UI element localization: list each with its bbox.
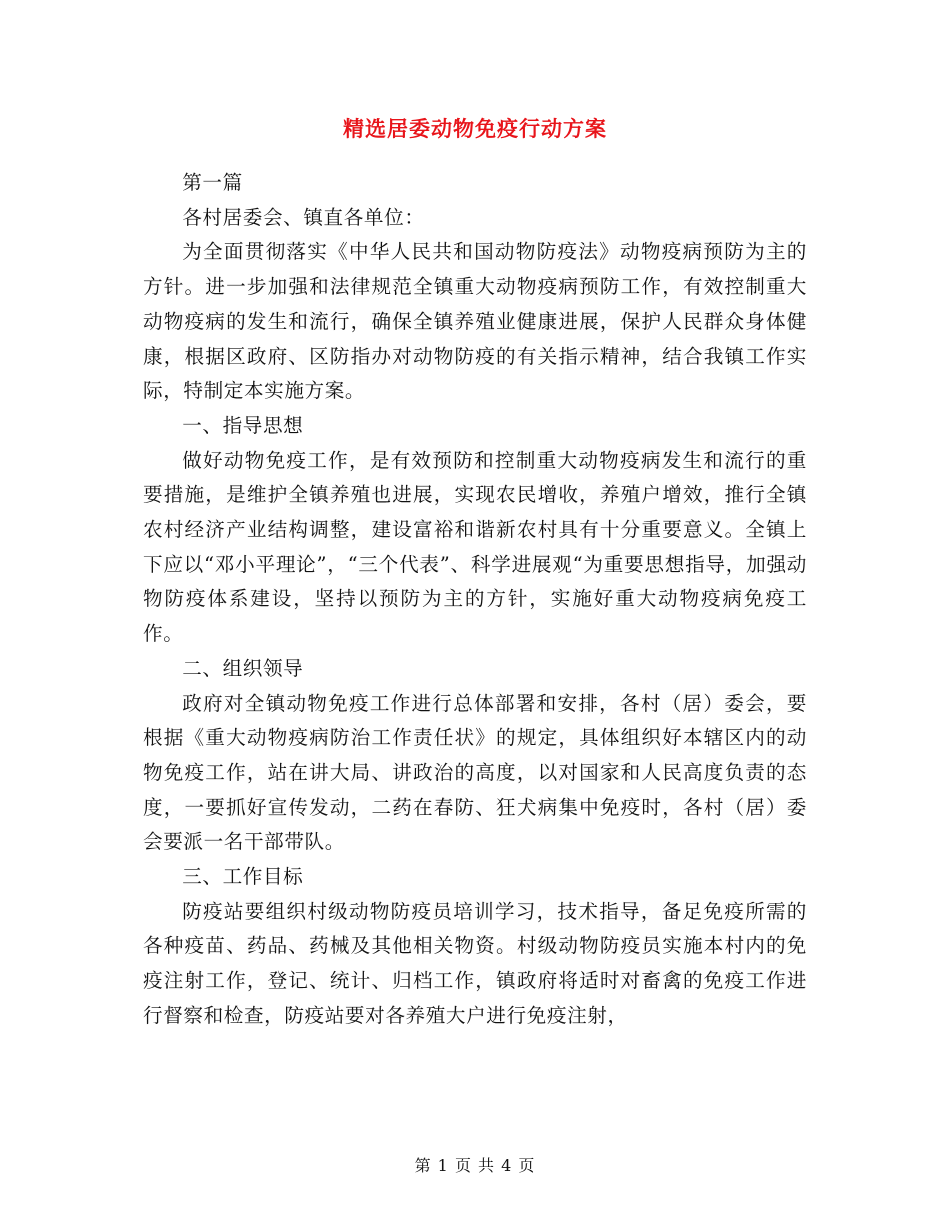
salutation: 各村居委会、镇直各单位：	[182, 205, 425, 229]
heading-organization: 二、组织领导	[182, 656, 304, 680]
heading-guiding-thought: 一、指导思想	[182, 413, 304, 437]
page-number-footer: 第 1 页 共 4 页	[414, 1156, 536, 1175]
work-goals-paragraph: 防疫站要组织村级动物防疫员培训学习，技术指导，备足免疫所需的各种疫苗、药品、药械及其他相关物资。村级动物防疫员实施本村内的免疫注射工作，登记、统计、归档工作，镇政府将适时对畜禽的免疫工作进行督察和检查，防疫站要对各养殖大户进行免疫注射，	[143, 899, 807, 1027]
intro-paragraph: 为全面贯彻落实《中华人民共和国动物防疫法》动物疫病预防为主的方针。进一步加强和法律规范全镇重大动物疫病预防工作，有效控制重大动物疫病的发生和流行，确保全镇养殖业健康进展，保护人民群众身体健康，根据区政府、区防指办对动物防疫的有关指示精神，结合我镇工作实际，特制定本实施方案。	[143, 240, 807, 403]
section-label: 第一篇	[182, 171, 243, 194]
guiding-thought-paragraph: 做好动物免疫工作，是有效预防和控制重大动物疫病发生和流行的重要措施，是维护全镇养殖也进展，实现农民增收，养殖户增效，推行全镇农村经济产业结构调整，建设富裕和谐新农村具有十分重要意义。全镇上下应以“邓小平理论”，“三个代表”、科学进展观“为重要思想指导，加强动物防疫体系建设，坚持以预防为主的方针，实施好重大动物疫病免疫工作。	[143, 448, 807, 646]
heading-work-goals: 三、工作目标	[182, 865, 304, 889]
organization-paragraph: 政府对全镇动物免疫工作进行总体部署和安排，各村（居）委会，要根据《重大动物疫病防治工作责任状》的规定，具体组织好本辖区内的动物免疫工作，站在讲大局、讲政治的高度，以对国家和人民高度负责的态度，一要抓好宣传发动，二药在春防、狂犬病集中免疫时，各村（居）委会要派一名干部带队。	[143, 691, 807, 854]
document-title: 精选居委动物免疫行动方案	[343, 116, 607, 141]
document-body	[143, 166, 807, 1034]
